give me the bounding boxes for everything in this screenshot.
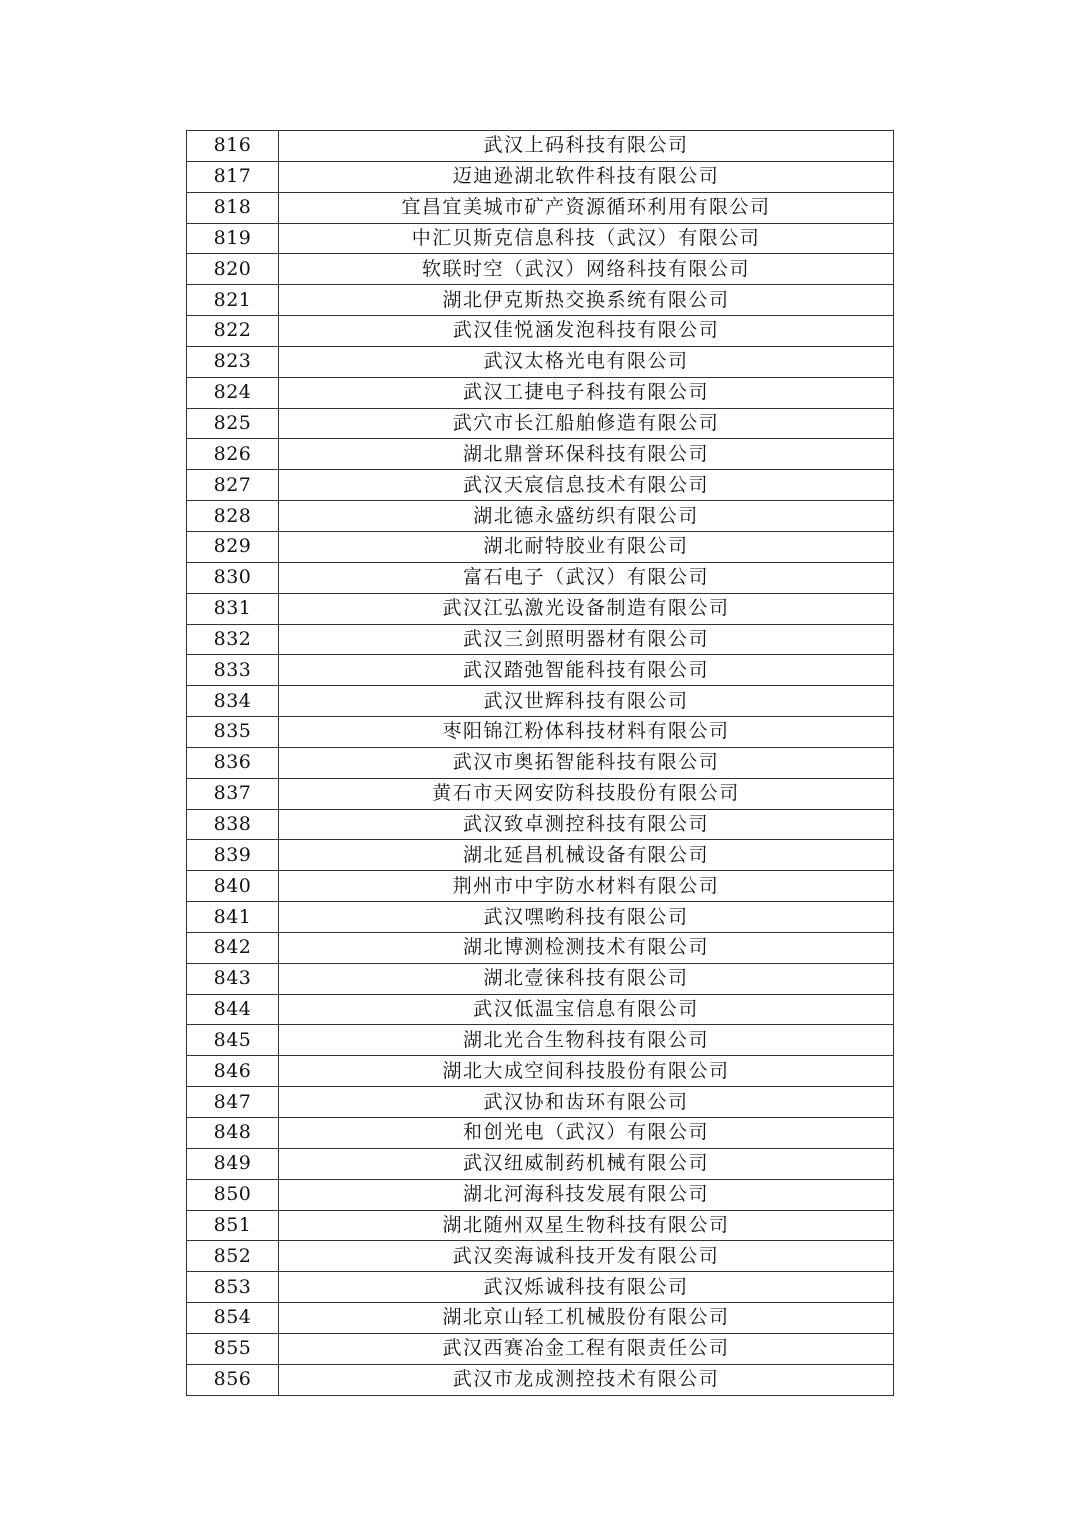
row-number-cell: 851 xyxy=(187,1210,279,1241)
table-row xyxy=(187,192,894,223)
table-row xyxy=(187,254,894,285)
row-number-cell: 831 xyxy=(187,593,279,624)
company-name-cell: 中汇贝斯克信息科技（武汉）有限公司 xyxy=(279,223,894,254)
table-row xyxy=(187,1272,894,1303)
company-name-cell: 武汉上码科技有限公司 xyxy=(279,131,894,162)
table-row xyxy=(187,871,894,902)
company-name-cell: 和创光电（武汉）有限公司 xyxy=(279,1118,894,1149)
table-row xyxy=(187,717,894,748)
row-number-cell: 853 xyxy=(187,1272,279,1303)
row-number-cell: 848 xyxy=(187,1118,279,1149)
company-name-cell: 武汉协和齿环有限公司 xyxy=(279,1087,894,1118)
row-number-cell: 827 xyxy=(187,470,279,501)
row-number-cell: 835 xyxy=(187,717,279,748)
table-row xyxy=(187,1210,894,1241)
company-name-cell: 湖北随州双星生物科技有限公司 xyxy=(279,1210,894,1241)
company-name-cell: 武汉踏弛智能科技有限公司 xyxy=(279,655,894,686)
row-number-cell: 840 xyxy=(187,871,279,902)
company-name-cell: 湖北德永盛纺织有限公司 xyxy=(279,501,894,532)
company-name-cell: 武汉佳悦涵发泡科技有限公司 xyxy=(279,316,894,347)
company-name-cell: 武汉纽威制药机械有限公司 xyxy=(279,1148,894,1179)
row-number-cell: 832 xyxy=(187,624,279,655)
company-name-cell: 湖北壹徕科技有限公司 xyxy=(279,963,894,994)
table-row xyxy=(187,1025,894,1056)
company-name-cell: 宜昌宜美城市矿产资源循环利用有限公司 xyxy=(279,192,894,223)
row-number-cell: 823 xyxy=(187,346,279,377)
company-name-cell: 武汉市奥拓智能科技有限公司 xyxy=(279,747,894,778)
row-number-cell: 824 xyxy=(187,377,279,408)
row-number-cell: 828 xyxy=(187,501,279,532)
company-name-cell: 湖北光合生物科技有限公司 xyxy=(279,1025,894,1056)
company-name-cell: 湖北博测检测技术有限公司 xyxy=(279,932,894,963)
row-number-cell: 854 xyxy=(187,1303,279,1334)
table-row xyxy=(187,686,894,717)
table-row xyxy=(187,408,894,439)
row-number-cell: 821 xyxy=(187,285,279,316)
company-list-body xyxy=(187,131,894,1396)
row-number-cell: 838 xyxy=(187,809,279,840)
table-row xyxy=(187,316,894,347)
row-number-cell: 830 xyxy=(187,562,279,593)
table-row xyxy=(187,1056,894,1087)
table-row xyxy=(187,223,894,254)
company-name-cell: 武穴市长江船舶修造有限公司 xyxy=(279,408,894,439)
row-number-cell: 839 xyxy=(187,840,279,871)
company-name-cell: 软联时空（武汉）网络科技有限公司 xyxy=(279,254,894,285)
table-row xyxy=(187,1087,894,1118)
company-name-cell: 武汉西赛冶金工程有限责任公司 xyxy=(279,1333,894,1364)
row-number-cell: 822 xyxy=(187,316,279,347)
company-name-cell: 湖北伊克斯热交换系统有限公司 xyxy=(279,285,894,316)
row-number-cell: 829 xyxy=(187,531,279,562)
table-row xyxy=(187,285,894,316)
row-number-cell: 834 xyxy=(187,686,279,717)
company-name-cell: 湖北京山轻工机械股份有限公司 xyxy=(279,1303,894,1334)
company-name-cell: 武汉市龙成测控技术有限公司 xyxy=(279,1364,894,1395)
row-number-cell: 849 xyxy=(187,1148,279,1179)
table-row xyxy=(187,377,894,408)
company-name-cell: 武汉天宸信息技术有限公司 xyxy=(279,470,894,501)
row-number-cell: 817 xyxy=(187,161,279,192)
table-row xyxy=(187,655,894,686)
row-number-cell: 843 xyxy=(187,963,279,994)
company-name-cell: 枣阳锦江粉体科技材料有限公司 xyxy=(279,717,894,748)
row-number-cell: 855 xyxy=(187,1333,279,1364)
table-row xyxy=(187,778,894,809)
company-name-cell: 武汉致卓测控科技有限公司 xyxy=(279,809,894,840)
company-name-cell: 荆州市中宇防水材料有限公司 xyxy=(279,871,894,902)
row-number-cell: 846 xyxy=(187,1056,279,1087)
row-number-cell: 837 xyxy=(187,778,279,809)
table-row xyxy=(187,1333,894,1364)
table-row xyxy=(187,624,894,655)
company-name-cell: 富石电子（武汉）有限公司 xyxy=(279,562,894,593)
row-number-cell: 816 xyxy=(187,131,279,162)
table-row xyxy=(187,809,894,840)
row-number-cell: 833 xyxy=(187,655,279,686)
row-number-cell: 826 xyxy=(187,439,279,470)
company-name-cell: 武汉工捷电子科技有限公司 xyxy=(279,377,894,408)
table-row xyxy=(187,902,894,933)
table-row xyxy=(187,1303,894,1334)
company-name-cell: 湖北耐特胶业有限公司 xyxy=(279,531,894,562)
company-name-cell: 迈迪逊湖北软件科技有限公司 xyxy=(279,161,894,192)
table-row xyxy=(187,562,894,593)
table-row xyxy=(187,1364,894,1395)
row-number-cell: 820 xyxy=(187,254,279,285)
table-row xyxy=(187,501,894,532)
table-row xyxy=(187,470,894,501)
row-number-cell: 852 xyxy=(187,1241,279,1272)
table-row xyxy=(187,439,894,470)
row-number-cell: 842 xyxy=(187,932,279,963)
company-name-cell: 武汉江弘激光设备制造有限公司 xyxy=(279,593,894,624)
table-row xyxy=(187,747,894,778)
company-name-cell: 湖北鼎誉环保科技有限公司 xyxy=(279,439,894,470)
table-row xyxy=(187,994,894,1025)
table-row xyxy=(187,346,894,377)
company-name-cell: 武汉烁诚科技有限公司 xyxy=(279,1272,894,1303)
table-row xyxy=(187,1179,894,1210)
table-row xyxy=(187,593,894,624)
company-name-cell: 武汉低温宝信息有限公司 xyxy=(279,994,894,1025)
company-name-cell: 武汉奕海诚科技开发有限公司 xyxy=(279,1241,894,1272)
company-name-cell: 武汉太格光电有限公司 xyxy=(279,346,894,377)
company-name-cell: 武汉世辉科技有限公司 xyxy=(279,686,894,717)
table-row xyxy=(187,932,894,963)
row-number-cell: 844 xyxy=(187,994,279,1025)
company-name-cell: 黄石市天网安防科技股份有限公司 xyxy=(279,778,894,809)
row-number-cell: 825 xyxy=(187,408,279,439)
company-list-table xyxy=(186,130,894,1396)
row-number-cell: 850 xyxy=(187,1179,279,1210)
row-number-cell: 836 xyxy=(187,747,279,778)
company-name-cell: 武汉嘿哟科技有限公司 xyxy=(279,902,894,933)
table-row xyxy=(187,963,894,994)
company-name-cell: 湖北延昌机械设备有限公司 xyxy=(279,840,894,871)
table-row xyxy=(187,1148,894,1179)
company-name-cell: 湖北大成空间科技股份有限公司 xyxy=(279,1056,894,1087)
row-number-cell: 856 xyxy=(187,1364,279,1395)
table-row xyxy=(187,131,894,162)
row-number-cell: 847 xyxy=(187,1087,279,1118)
table-row xyxy=(187,1241,894,1272)
company-name-cell: 武汉三剑照明器材有限公司 xyxy=(279,624,894,655)
table-row xyxy=(187,1118,894,1149)
row-number-cell: 845 xyxy=(187,1025,279,1056)
table-row xyxy=(187,840,894,871)
row-number-cell: 818 xyxy=(187,192,279,223)
row-number-cell: 841 xyxy=(187,902,279,933)
row-number-cell: 819 xyxy=(187,223,279,254)
table-row xyxy=(187,161,894,192)
table-row xyxy=(187,531,894,562)
company-name-cell: 湖北河海科技发展有限公司 xyxy=(279,1179,894,1210)
